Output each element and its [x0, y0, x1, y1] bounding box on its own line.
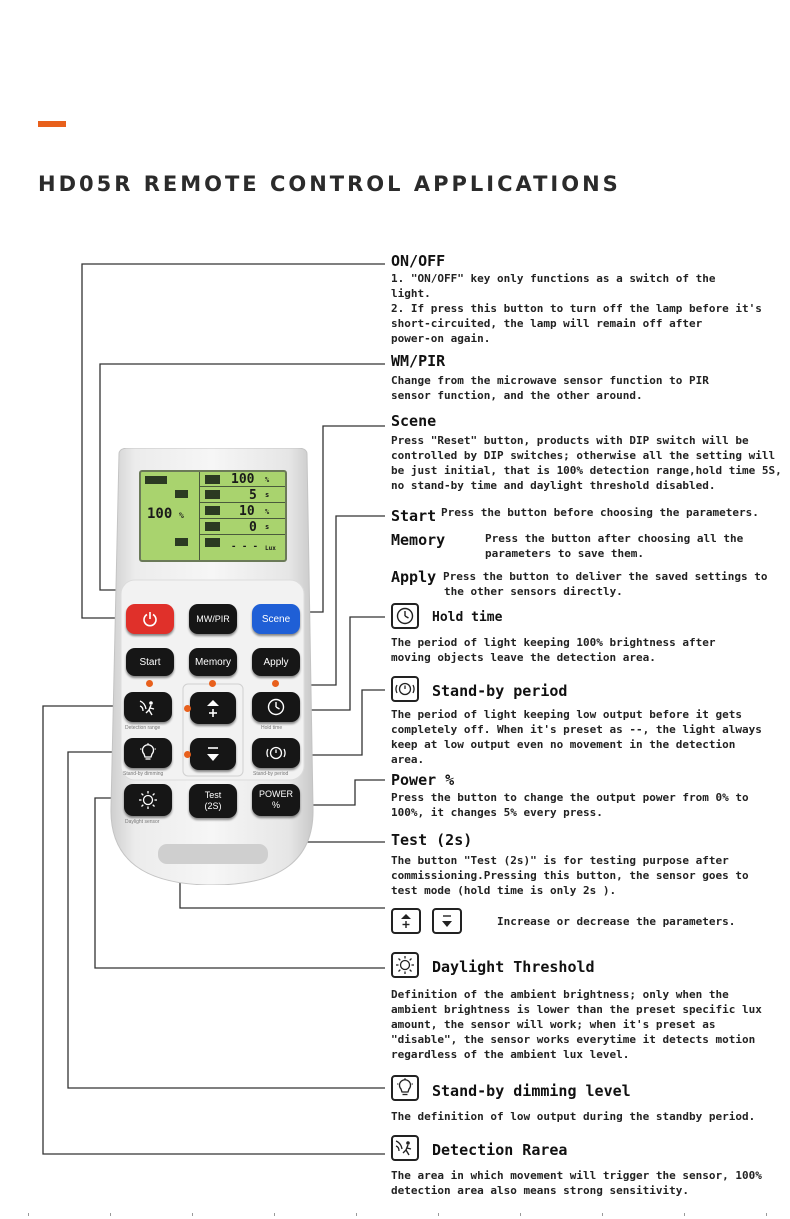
- divider-tick: [110, 1213, 111, 1216]
- indicator-dot: [184, 705, 191, 712]
- test-description: The button "Test (2s)" is for testing purpose after commissioning.Pressing this button, the sensor goes to test mode (hold time is only 2s ).: [391, 854, 749, 897]
- start-label: Start: [139, 656, 161, 668]
- power-label-1: POWER: [258, 789, 293, 799]
- apply-heading: Apply: [391, 568, 437, 586]
- clock-icon: [266, 697, 286, 717]
- scene-button[interactable]: [252, 604, 300, 634]
- lcd-value: 0: [249, 520, 257, 535]
- increase-box: [391, 908, 421, 934]
- memory-heading: Memory: [391, 531, 446, 549]
- memory-button[interactable]: [189, 648, 237, 676]
- onoff-description: 1. "ON/OFF" key only functions as a switch of the light. 2. If press this button to turn off the lamp before it's short-circuited, the lamp will remain off after power-on again.: [391, 272, 762, 345]
- onoff-button[interactable]: [126, 604, 174, 634]
- standby-period-description: The period of light keeping low output before it gets completely off. When it's preset as --, the light always keep at low output even no movement in the detection area.: [391, 708, 762, 766]
- power-icon: [141, 610, 159, 628]
- lcd-unit: s: [265, 491, 270, 499]
- updown-description: Increase or decrease the parameters.: [497, 915, 736, 928]
- divider-tick: [28, 1213, 29, 1216]
- detection-description: The area in which movement will trigger the sensor, 100% detection area also means strong sensitivity.: [391, 1169, 762, 1197]
- daylight-sensor-label: Daylight sensor: [125, 819, 160, 825]
- divider-tick: [438, 1213, 439, 1216]
- daylight-description: Definition of the ambient brightness; only when the ambient brightness is lower than the preset specific lux amount, the sensor will work; when it's preset as "disable", the sensor works everytime it detects motion regardless of the ambient lux level.: [391, 988, 762, 1061]
- power-label-2: %: [271, 800, 280, 810]
- clock-arrows-icon: [265, 743, 287, 763]
- scene-description: Press "Reset" button, products with DIP switch will be controlled by DIP switches; otherwise all the setting will be just initial, that is 100% detection range,hold time 5S, no stand-by time and daylight threshold disabled.: [391, 434, 782, 492]
- decrease-box: [432, 908, 462, 934]
- power-heading: Power %: [391, 771, 455, 789]
- mwpir-label: MW/PIR: [196, 613, 230, 624]
- detection-range-label: Detection range: [125, 725, 161, 731]
- arrow-down-icon: [434, 910, 460, 932]
- wmpir-heading: WM/PIR: [391, 352, 446, 370]
- detection-range-button[interactable]: [124, 692, 172, 722]
- divider-tick: [274, 1213, 275, 1216]
- divider-tick: [192, 1213, 193, 1216]
- scene-label: Scene: [261, 613, 291, 625]
- indicator-dot: [146, 680, 153, 687]
- power-description: Press the button to change the output power from 0% to 100%, it changes 5% every press.: [391, 791, 749, 819]
- remote-control: [105, 448, 320, 885]
- sun-icon: [393, 954, 417, 976]
- divider-tick: [766, 1213, 767, 1216]
- divider-tick: [356, 1213, 357, 1216]
- lcd-value: - - -: [231, 542, 259, 552]
- lcd-value: 5: [249, 488, 257, 503]
- clock-icon: [393, 605, 417, 627]
- standby-dimming-button[interactable]: [124, 738, 172, 768]
- daylight-box: [391, 952, 419, 978]
- decrease-button[interactable]: [190, 738, 236, 770]
- hold-time-box: [391, 603, 419, 629]
- arrow-down-icon: [203, 743, 223, 765]
- lcd-main-value: 100: [147, 506, 173, 522]
- memory-description: Press the button after choosing all the parameters to save them.: [485, 532, 744, 560]
- onoff-heading: ON/OFF: [391, 252, 446, 270]
- increase-button[interactable]: [190, 692, 236, 724]
- mwpir-button[interactable]: [189, 604, 237, 634]
- bulb-icon: [138, 742, 158, 764]
- daylight-sensor-button[interactable]: [124, 784, 172, 816]
- start-heading: Start: [391, 507, 437, 525]
- start-description: Press the button before choosing the parameters.: [441, 506, 759, 519]
- motion-icon: [137, 697, 159, 717]
- test-heading: Test (2s): [391, 831, 473, 849]
- lcd-unit: %: [179, 511, 184, 520]
- indicator-dot: [209, 680, 216, 687]
- sun-icon: [138, 790, 158, 810]
- lcd-screen: [139, 470, 287, 562]
- divider-tick: [684, 1213, 685, 1216]
- test-button[interactable]: [189, 784, 237, 818]
- hold-time-heading: Hold time: [432, 610, 503, 625]
- hold-time-description: The period of light keeping 100% brightness after moving objects leave the detection area.: [391, 636, 716, 664]
- divider-tick: [602, 1213, 603, 1216]
- detection-box: [391, 1135, 419, 1161]
- daylight-heading: Daylight Threshold: [432, 958, 595, 976]
- apply-label: Apply: [263, 656, 289, 668]
- hold-time-label: Hold time: [261, 725, 283, 731]
- arrow-up-icon: [393, 910, 419, 932]
- indicator-dot: [184, 751, 191, 758]
- divider-tick: [520, 1213, 521, 1216]
- lcd-unit: %: [265, 508, 270, 516]
- wmpir-description: Change from the microwave sensor function to PIR sensor function, and the other around.: [391, 374, 709, 402]
- lcd-value: 100: [231, 472, 255, 487]
- detection-heading: Detection Rarea: [432, 1141, 568, 1159]
- memory-label: Memory: [194, 656, 232, 668]
- standby-period-box: [391, 676, 419, 702]
- test-label-2: (2S): [204, 801, 222, 811]
- apply-button[interactable]: [252, 648, 300, 676]
- page-title: HD05R REMOTE CONTROL APPLICATIONS: [38, 172, 621, 196]
- lcd-unit: Lux: [265, 545, 276, 552]
- standby-dimming-label: Stand-by dimming: [123, 771, 164, 777]
- lcd-unit: %: [265, 476, 270, 484]
- dimming-box: [391, 1075, 419, 1101]
- test-label-1: Test: [204, 790, 222, 800]
- scene-heading: Scene: [391, 412, 437, 430]
- motion-icon: [393, 1137, 417, 1159]
- hold-time-button[interactable]: [252, 692, 300, 722]
- indicator-dot: [272, 680, 279, 687]
- standby-period-button[interactable]: [252, 738, 300, 768]
- dimming-description: The definition of low output during the standby period.: [391, 1110, 756, 1123]
- lcd-unit: s: [265, 523, 270, 531]
- lcd-value: 10: [239, 504, 255, 519]
- standby-period-heading: Stand-by period: [432, 682, 568, 700]
- power-percent-button[interactable]: [252, 784, 300, 816]
- arrow-up-icon: [203, 697, 223, 719]
- apply-description: Press the button to deliver the saved settings to the other sensors directly.: [443, 570, 768, 598]
- standby-period-label: Stand-by period: [253, 771, 289, 777]
- clock-arrows-icon: [393, 678, 417, 700]
- start-button[interactable]: [126, 648, 174, 676]
- dimming-heading: Stand-by dimming level: [432, 1082, 631, 1100]
- bulb-icon: [393, 1077, 417, 1099]
